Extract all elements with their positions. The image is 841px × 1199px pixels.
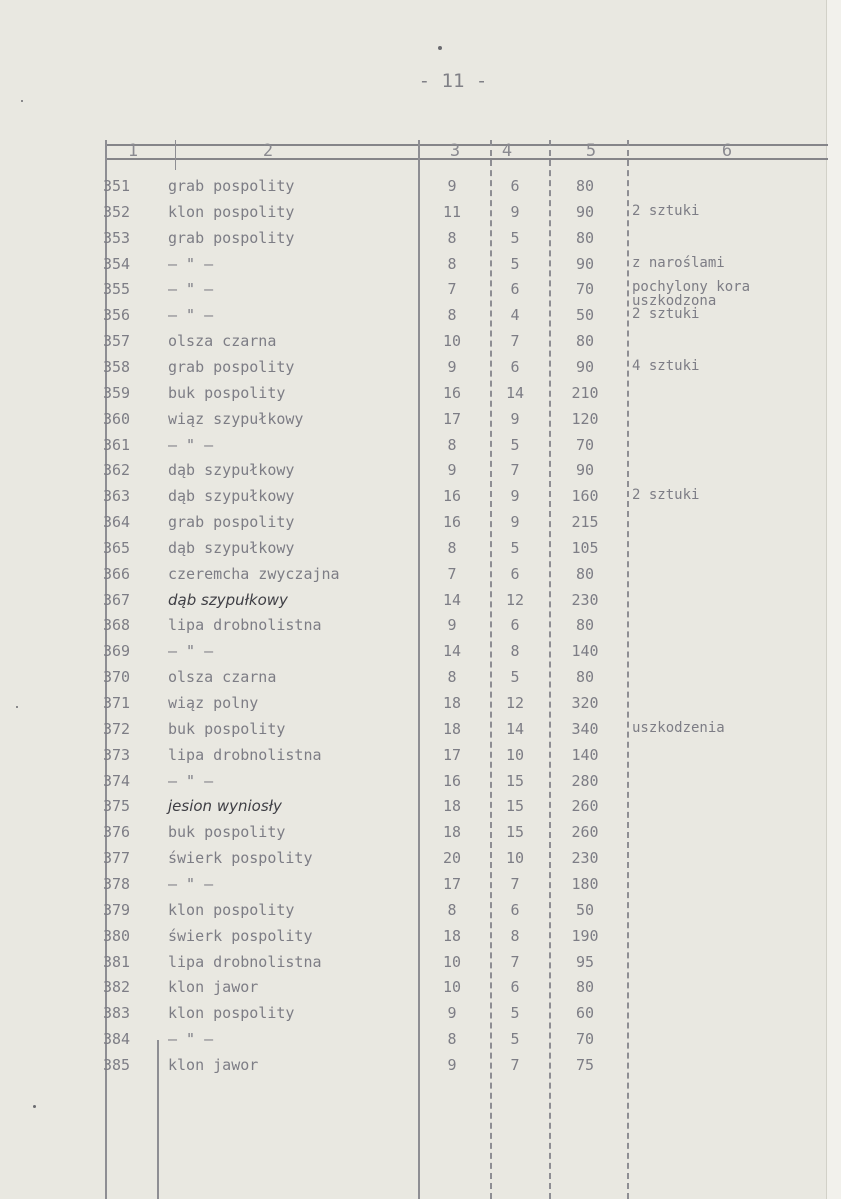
column-5-value: 90	[575, 358, 595, 376]
remarks: 4 sztuki	[632, 358, 700, 374]
table-row	[0, 1004, 841, 1030]
table-row	[0, 720, 841, 746]
row-number: 356	[103, 306, 131, 324]
column-4-value: 7	[510, 461, 520, 479]
row-number: 377	[103, 849, 131, 867]
table-row	[0, 177, 841, 203]
remarks: 2 sztuki	[632, 203, 700, 219]
species-name: grab pospolity	[168, 513, 295, 531]
column-4-value: 14	[505, 384, 525, 402]
table-row	[0, 616, 841, 642]
table-row	[0, 1056, 841, 1082]
column-5-value: 90	[575, 203, 595, 221]
row-number: 365	[103, 539, 131, 557]
table-row	[0, 513, 841, 539]
row-number: 354	[103, 255, 131, 273]
column-4-value: 7	[510, 875, 520, 893]
table-row	[0, 358, 841, 384]
table-row	[0, 849, 841, 875]
column-3-value: 9	[447, 358, 457, 376]
column-4-value: 6	[510, 565, 520, 583]
column-4-value: 10	[505, 849, 525, 867]
column-3-value: 9	[447, 1056, 457, 1074]
column-3-value: 18	[442, 694, 462, 712]
table-row	[0, 694, 841, 720]
column-3-value: 18	[442, 720, 462, 738]
column-4-value: 5	[510, 436, 520, 454]
species-name: – " –	[168, 255, 214, 273]
column-3-value: 14	[442, 591, 462, 609]
column-5-value: 320	[571, 694, 599, 712]
column-5-value: 340	[571, 720, 599, 738]
column-3-value: 20	[442, 849, 462, 867]
column-4-value: 6	[510, 358, 520, 376]
species-name: lipa drobnolistna	[168, 746, 322, 764]
table-row	[0, 746, 841, 772]
column-3-value: 7	[447, 280, 457, 298]
species-name: dąb szypułkowy	[168, 539, 295, 557]
table-row	[0, 927, 841, 953]
column-3-value: 8	[447, 229, 457, 247]
species-name: – " –	[168, 306, 214, 324]
table-row	[0, 797, 841, 823]
column-5-value: 230	[571, 849, 599, 867]
column-3-value: 8	[447, 539, 457, 557]
column-4-value: 5	[510, 229, 520, 247]
species-name: klon pospolity	[168, 1004, 295, 1022]
column-3-value: 16	[442, 384, 462, 402]
column-4-value: 5	[510, 668, 520, 686]
row-number: 351	[103, 177, 131, 195]
column-5-value: 60	[575, 1004, 595, 1022]
column-3-value: 17	[442, 410, 462, 428]
species-name: – " –	[168, 772, 214, 790]
row-number: 371	[103, 694, 131, 712]
row-number: 376	[103, 823, 131, 841]
row-number: 381	[103, 953, 131, 971]
species-name: – " –	[168, 280, 214, 298]
column-5-value: 70	[575, 1030, 595, 1048]
table-row	[0, 332, 841, 358]
species-name: grab pospolity	[168, 358, 295, 376]
page-number: - 11 -	[418, 70, 488, 92]
column-4-value: 9	[510, 513, 520, 531]
species-name: klon jawor	[168, 1056, 259, 1074]
row-number: 368	[103, 616, 131, 634]
column-3-value: 16	[442, 772, 462, 790]
column-3-value: 17	[442, 875, 462, 893]
species-name: dąb szypułkowy	[168, 487, 295, 505]
column-3-value: 8	[447, 436, 457, 454]
row-number: 353	[103, 229, 131, 247]
column-3-value: 16	[442, 487, 462, 505]
row-number: 380	[103, 927, 131, 945]
column-3-value: 10	[442, 332, 462, 350]
column-4-value: 6	[510, 978, 520, 996]
row-number: 379	[103, 901, 131, 919]
column-3-value: 11	[442, 203, 462, 221]
column-4-value: 15	[505, 823, 525, 841]
table-row	[0, 668, 841, 694]
column-4-value: 10	[505, 746, 525, 764]
column-4-value: 9	[510, 487, 520, 505]
column-5-value: 120	[571, 410, 599, 428]
remarks: z naroślami	[632, 255, 725, 271]
species-name: grab pospolity	[168, 177, 295, 195]
table-row	[0, 461, 841, 487]
ink-dot	[438, 46, 442, 50]
species-name: buk pospolity	[168, 384, 286, 402]
species-name: klon pospolity	[168, 901, 295, 919]
species-name: – " –	[168, 642, 214, 660]
table-row	[0, 953, 841, 979]
remarks: uszkodzenia	[632, 720, 725, 736]
table-row	[0, 255, 841, 281]
column-4-value: 7	[510, 332, 520, 350]
species-name: świerk pospolity	[168, 927, 313, 945]
column-5-value: 80	[575, 177, 595, 195]
column-3-value: 7	[447, 565, 457, 583]
column-4-value: 15	[505, 772, 525, 790]
column-3-value: 8	[447, 901, 457, 919]
row-number: 375	[103, 797, 131, 815]
table-row	[0, 642, 841, 668]
column-4-value: 5	[510, 1030, 520, 1048]
column-header-4: 4	[501, 141, 513, 161]
row-number: 360	[103, 410, 131, 428]
row-number: 358	[103, 358, 131, 376]
column-3-value: 9	[447, 461, 457, 479]
species-name: dąb szypułkowy	[168, 461, 295, 479]
species-name: – " –	[168, 1030, 214, 1048]
column-header-3: 3	[449, 141, 461, 161]
table-row	[0, 436, 841, 462]
species-name: lipa drobnolistna	[168, 616, 322, 634]
column-5-value: 90	[575, 255, 595, 273]
column-3-value: 8	[447, 306, 457, 324]
species-name: olsza czarna	[168, 332, 277, 350]
column-4-value: 7	[510, 953, 520, 971]
remarks: pochylony kora uszkodzona	[632, 279, 751, 309]
column-5-value: 70	[575, 280, 595, 298]
column-header-5: 5	[585, 141, 597, 161]
column-5-value: 80	[575, 229, 595, 247]
column-5-value: 90	[575, 461, 595, 479]
column-5-value: 50	[575, 901, 595, 919]
species-name: wiąz polny	[168, 694, 259, 712]
column-4-value: 14	[505, 720, 525, 738]
table-row	[0, 487, 841, 513]
species-name: olsza czarna	[168, 668, 277, 686]
row-number: 385	[103, 1056, 131, 1074]
column-5-value: 140	[571, 642, 599, 660]
table-row	[0, 978, 841, 1004]
column-4-value: 6	[510, 280, 520, 298]
remarks: 2 sztuki	[632, 487, 700, 503]
species-name: jesion wyniosły	[168, 797, 282, 815]
remarks: 2 sztuki	[632, 306, 700, 322]
column-5-value: 180	[571, 875, 599, 893]
table-row	[0, 901, 841, 927]
row-number: 366	[103, 565, 131, 583]
species-name: – " –	[168, 436, 214, 454]
species-name: klon jawor	[168, 978, 259, 996]
row-number: 355	[103, 280, 131, 298]
table-row	[0, 539, 841, 565]
column-5-value: 260	[571, 823, 599, 841]
column-5-value: 260	[571, 797, 599, 815]
column-5-value: 210	[571, 384, 599, 402]
column-3-value: 17	[442, 746, 462, 764]
column-5-value: 80	[575, 565, 595, 583]
table-row	[0, 384, 841, 410]
species-name: dąb szypułkowy	[168, 591, 288, 609]
column-header-1: 1	[127, 141, 139, 161]
column-4-value: 6	[510, 616, 520, 634]
column-4-value: 6	[510, 177, 520, 195]
row-number: 384	[103, 1030, 131, 1048]
row-number: 362	[103, 461, 131, 479]
table-row	[0, 875, 841, 901]
species-name: – " –	[168, 875, 214, 893]
species-name: buk pospolity	[168, 720, 286, 738]
column-5-value: 230	[571, 591, 599, 609]
column-5-value: 50	[575, 306, 595, 324]
species-name: czeremcha zwyczajna	[168, 565, 340, 583]
table-row	[0, 823, 841, 849]
column-4-value: 12	[505, 591, 525, 609]
column-3-value: 16	[442, 513, 462, 531]
row-number: 359	[103, 384, 131, 402]
column-3-value: 9	[447, 1004, 457, 1022]
table-row	[0, 591, 841, 617]
column-3-value: 9	[447, 616, 457, 634]
row-number: 372	[103, 720, 131, 738]
row-number: 367	[103, 591, 131, 609]
column-5-value: 75	[575, 1056, 595, 1074]
column-4-value: 5	[510, 1004, 520, 1022]
column-4-value: 9	[510, 203, 520, 221]
species-name: grab pospolity	[168, 229, 295, 247]
column-5-value: 80	[575, 332, 595, 350]
column-5-value: 70	[575, 436, 595, 454]
row-number: 369	[103, 642, 131, 660]
species-name: klon pospolity	[168, 203, 295, 221]
column-3-value: 9	[447, 177, 457, 195]
column-header-2: 2	[262, 141, 274, 161]
table-row	[0, 229, 841, 255]
row-number: 361	[103, 436, 131, 454]
table-row	[0, 772, 841, 798]
row-number: 352	[103, 203, 131, 221]
row-number: 364	[103, 513, 131, 531]
column-5-value: 105	[571, 539, 599, 557]
column-5-value: 80	[575, 616, 595, 634]
row-number: 373	[103, 746, 131, 764]
row-number: 378	[103, 875, 131, 893]
column-3-value: 10	[442, 953, 462, 971]
column-5-value: 215	[571, 513, 599, 531]
column-3-value: 14	[442, 642, 462, 660]
column-3-value: 10	[442, 978, 462, 996]
column-4-value: 6	[510, 901, 520, 919]
column-3-value: 18	[442, 797, 462, 815]
column-5-value: 160	[571, 487, 599, 505]
column-4-value: 9	[510, 410, 520, 428]
column-5-value: 80	[575, 978, 595, 996]
column-3-value: 18	[442, 927, 462, 945]
row-number: 382	[103, 978, 131, 996]
row-number: 374	[103, 772, 131, 790]
column-rule-1-top	[175, 140, 176, 170]
ink-dot	[33, 1105, 36, 1108]
species-name: świerk pospolity	[168, 849, 313, 867]
column-4-value: 5	[510, 539, 520, 557]
column-3-value: 8	[447, 255, 457, 273]
species-name: buk pospolity	[168, 823, 286, 841]
column-header-6: 6	[721, 141, 733, 161]
column-3-value: 8	[447, 1030, 457, 1048]
species-name: wiąz szypułkowy	[168, 410, 304, 428]
column-5-value: 280	[571, 772, 599, 790]
column-4-value: 12	[505, 694, 525, 712]
column-4-value: 4	[510, 306, 520, 324]
table-row	[0, 203, 841, 229]
species-name: lipa drobnolistna	[168, 953, 322, 971]
row-number: 357	[103, 332, 131, 350]
column-4-value: 8	[510, 927, 520, 945]
column-3-value: 8	[447, 668, 457, 686]
column-4-value: 5	[510, 255, 520, 273]
column-3-value: 18	[442, 823, 462, 841]
column-4-value: 15	[505, 797, 525, 815]
column-5-value: 80	[575, 668, 595, 686]
row-number: 363	[103, 487, 131, 505]
row-number: 370	[103, 668, 131, 686]
column-4-value: 7	[510, 1056, 520, 1074]
table-row	[0, 1030, 841, 1056]
table-row	[0, 279, 841, 309]
column-4-value: 8	[510, 642, 520, 660]
table-row	[0, 306, 841, 332]
ink-dot	[21, 100, 23, 102]
column-5-value: 95	[575, 953, 595, 971]
row-number: 383	[103, 1004, 131, 1022]
column-5-value: 140	[571, 746, 599, 764]
column-5-value: 190	[571, 927, 599, 945]
table-row	[0, 410, 841, 436]
table-row	[0, 565, 841, 591]
